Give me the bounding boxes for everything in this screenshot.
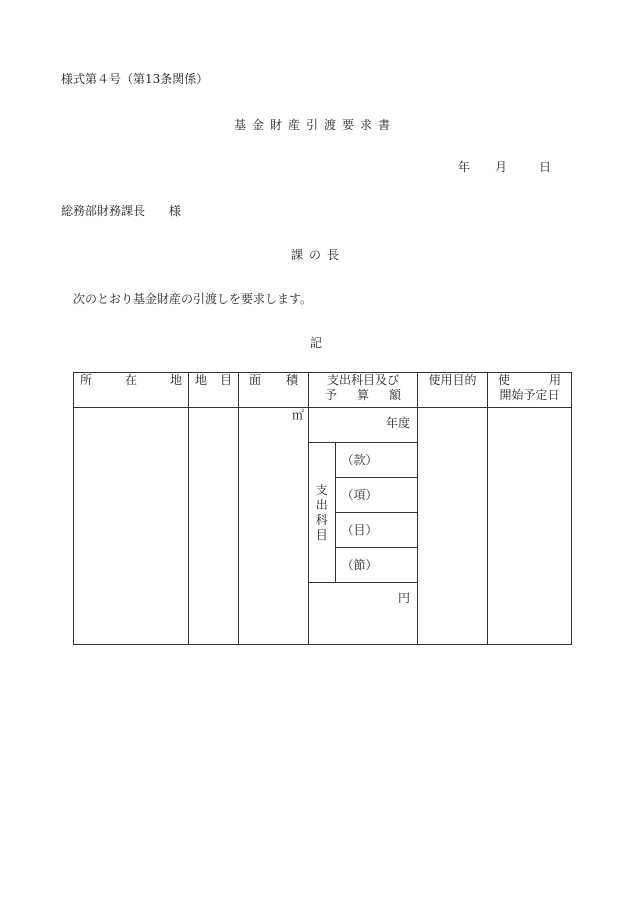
budget-header: 支出科目及び 予 算 額 (309, 373, 418, 408)
date-day: 日 (539, 160, 552, 174)
body-text: 次のとおり基金財産の引渡しを要求します。 (73, 292, 313, 306)
setsu-cell (335, 548, 418, 583)
fiscal-year-label: 年度 (386, 416, 411, 430)
expenditure-label: 支 出 科 目 (309, 443, 335, 583)
area-unit: ㎡ (291, 408, 304, 422)
kou-cell (335, 478, 418, 513)
kan-cell (335, 443, 418, 478)
addressee: 総務部財務課長 様 (61, 204, 182, 218)
document-title: 基金財産引渡要求書 (234, 118, 397, 132)
budget-inner-table (309, 408, 418, 641)
date-month: 月 (495, 160, 508, 174)
land-category-header: 地 目 (189, 373, 239, 408)
form-number: 様式第４号（第13条関係） (61, 72, 209, 86)
yen-label: 円 (398, 591, 411, 605)
date-year: 年 (458, 160, 471, 174)
kan-label: （款） (341, 452, 378, 467)
fiscal-year-cell (309, 408, 418, 443)
area-header: 面 積 (239, 373, 309, 408)
moku-label: （目） (341, 522, 378, 537)
body-row (74, 408, 572, 645)
location-cell (74, 408, 189, 645)
sender: 課の長 (291, 248, 346, 262)
start-date-cell (488, 408, 572, 645)
request-table (73, 372, 572, 645)
purpose-header: 使用目的 (418, 373, 488, 408)
land-category-cell (189, 408, 239, 645)
start-date-header: 使 用 開始予定日 (488, 373, 572, 408)
yen-cell (309, 583, 418, 642)
purpose-cell (418, 408, 488, 645)
header-row (74, 373, 572, 408)
setsu-label: （節） (341, 557, 378, 572)
moku-cell (335, 513, 418, 548)
budget-cell (309, 408, 418, 645)
area-cell (239, 408, 309, 645)
date-line (458, 158, 551, 175)
location-header: 所 在 地 (74, 373, 189, 408)
kou-label: （項） (341, 487, 378, 502)
ki-heading: 記 (310, 336, 323, 350)
